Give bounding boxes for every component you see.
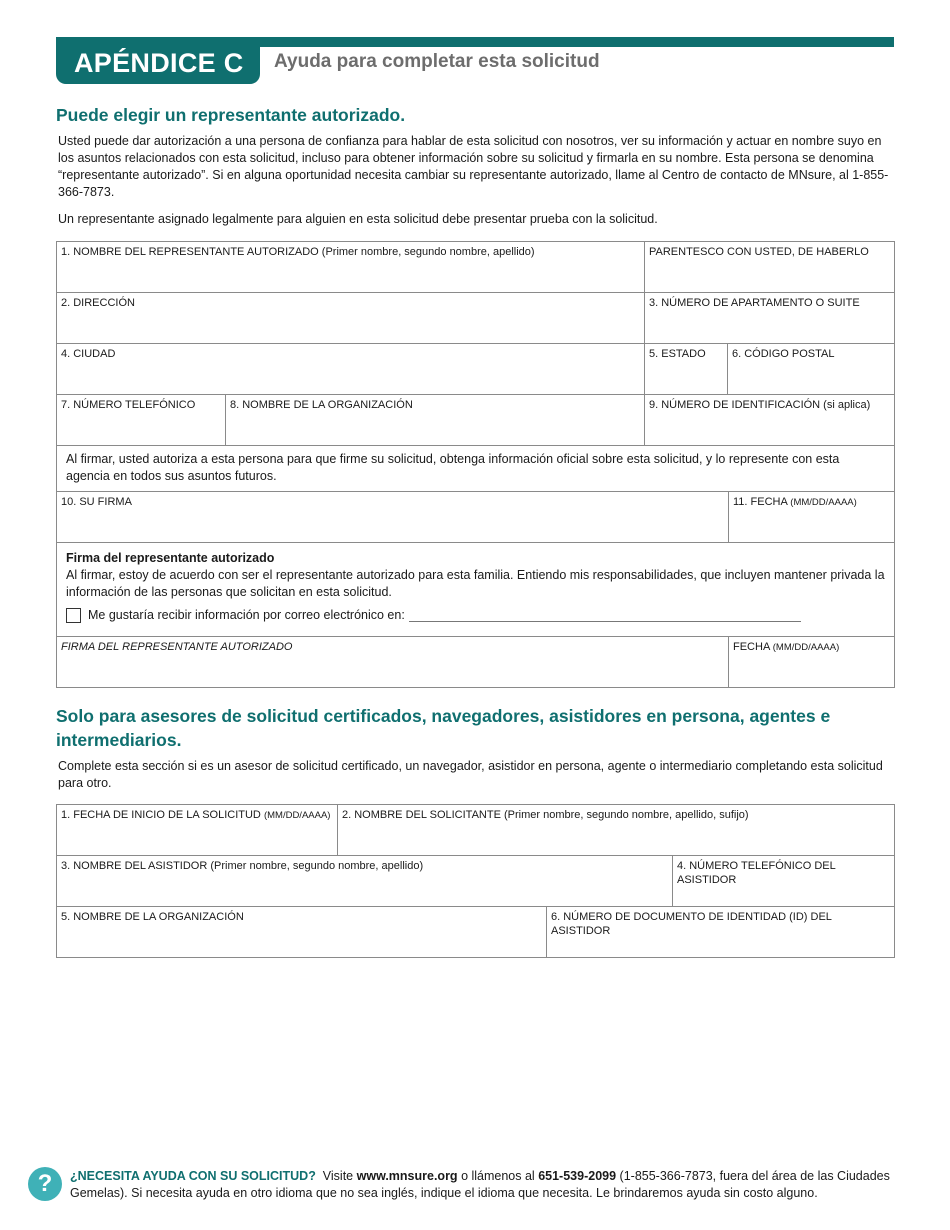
start-date-label: 1. FECHA DE INICIO DE LA SOLICITUD — [61, 809, 261, 821]
authorized-rep-form — [56, 241, 895, 688]
city-label: 4. CIUDAD — [61, 348, 116, 360]
start-date-field[interactable] — [57, 805, 337, 855]
phone-label: 7. NÚMERO TELEFÓNICO — [61, 399, 196, 411]
help-website-link[interactable]: www.mnsure.org — [356, 1169, 458, 1183]
help-call: o llámenos al — [461, 1169, 535, 1183]
phone-field[interactable] — [57, 395, 225, 445]
assister-name-label: 3. NOMBRE DEL ASISTIDOR (Primer nombre, segundo nombre, apellido) — [61, 860, 424, 872]
email-checkbox[interactable] — [66, 608, 81, 623]
section1-note: Un representante asignado legalmente para alguien en esta solicitud debe presentar prueba con la solicitud. — [58, 212, 658, 226]
email-checkbox-label: Me gustaría recibir información por correo electrónico en: — [88, 608, 405, 622]
rep-name-field[interactable] — [57, 242, 644, 292]
date-format: (MM/DD/AAAA) — [790, 497, 857, 508]
rep-name-label: 1. NOMBRE DEL REPRESENTANTE AUTORIZADO (Primer nombre, segundo nombre, apellido) — [61, 246, 535, 258]
org-name-label-2: 5. NOMBRE DE LA ORGANIZACIÓN — [61, 911, 244, 923]
section2-heading: Solo para asesores de solicitud certificados, navegadores, asistidores en persona, agentes e intermediarios. — [56, 706, 831, 750]
assister-name-field[interactable] — [57, 856, 672, 906]
org-name-label: 8. NOMBRE DE LA ORGANIZACIÓN — [230, 399, 413, 411]
applicant-name-label: 2. NOMBRE DEL SOLICITANTE (Primer nombre, segundo nombre, apellido, sufijo) — [342, 809, 749, 821]
assister-phone-field[interactable] — [672, 856, 894, 906]
email-option — [66, 607, 885, 624]
help-text — [70, 1168, 920, 1202]
date-label: 11. FECHA — [733, 496, 788, 508]
assister-id-label: 6. NÚMERO DE DOCUMENTO DE IDENTIDAD (ID) DEL ASISTIDOR — [551, 911, 832, 937]
state-field[interactable] — [644, 344, 727, 394]
org-name-field-2[interactable] — [57, 907, 546, 957]
city-field[interactable] — [57, 344, 644, 394]
id-number-field[interactable] — [644, 395, 894, 445]
applicant-name-field[interactable] — [337, 805, 894, 855]
help-question: ¿NECESITA AYUDA CON SU SOLICITUD? — [70, 1169, 316, 1183]
rep-signature-label: FIRMA DEL REPRESENTANTE AUTORIZADO — [61, 641, 293, 653]
help-visit: Visite — [322, 1169, 354, 1183]
apt-label: 3. NÚMERO DE APARTAMENTO O SUITE — [649, 297, 860, 309]
rep-sig-text: Al firmar, estoy de acuerdo con ser el representante autorizado para esta familia. Entiendo mis responsabilidades, que incluyen mantener privada la información de las personas que solicitan en esta solicitud. — [66, 568, 885, 599]
zip-field[interactable] — [727, 344, 894, 394]
rep-date-format: (MM/DD/AAAA) — [772, 642, 840, 653]
zip-label: 6. CÓDIGO POSTAL — [732, 348, 835, 360]
help-rest: (1-855-366-7873, fuera del área de las Ciudades Gemelas). Si necesita ayuda en otro idioma que no sea inglés, indique el idioma que necesita. Le brindaremos ayuda sin costo alguno. — [70, 1169, 890, 1200]
address-label: 2. DIRECCIÓN — [61, 297, 135, 309]
rep-signature-block — [57, 543, 894, 636]
relationship-field[interactable] — [644, 242, 894, 292]
help-phone[interactable]: 651-539-2099 — [538, 1169, 617, 1183]
your-signature-field[interactable] — [57, 492, 728, 542]
start-date-format: (MM/DD/AAAA) — [263, 810, 331, 821]
rep-date-label: FECHA — [733, 641, 770, 653]
address-field[interactable] — [57, 293, 644, 343]
id-number-label: 9. NÚMERO DE IDENTIFICACIÓN (si aplica) — [649, 399, 871, 411]
apt-field[interactable] — [644, 293, 894, 343]
date-field[interactable] — [728, 492, 894, 542]
sign-notice: Al firmar, usted autoriza a esta persona para que firme su solicitud, obtenga información oficial sobre esta solicitud, y lo represente con esta agencia en todos sus asuntos futuros. — [66, 452, 840, 483]
relationship-label: PARENTESCO CON USTED, DE HABERLO — [649, 246, 869, 258]
appendix-tab: APÉNDICE C — [56, 44, 260, 84]
section2-intro: Complete esta sección si es un asesor de solicitud certificado, un navegador, asistidor en persona, agente o intermediario completando esta solicitud para otro. — [58, 759, 883, 790]
section1-intro: Usted puede dar autorización a una persona de confianza para hablar de esta solicitud con nosotros, ver su información y actuar en nombre suyo en los asuntos relacionados con esta solicitud, incluso para obtener información sobre su solicitud y firmarla en su nombre. Esta persona se denomina “representante autorizado”. Si en alguna oportunidad necesita cambiar su representante autorizado, llame al Centro de contacto de MNsure, al 1-855-366-7873. — [58, 134, 889, 199]
state-label: 5. ESTADO — [649, 348, 706, 360]
email-input-line[interactable] — [409, 610, 801, 622]
question-icon: ? — [28, 1167, 62, 1201]
rep-sig-title: Firma del representante autorizado — [66, 551, 275, 565]
org-name-field[interactable] — [225, 395, 644, 445]
assister-phone-label: 4. NÚMERO TELEFÓNICO DEL ASISTIDOR — [677, 860, 836, 886]
page-subtitle: Ayuda para completar esta solicitud — [274, 51, 600, 72]
assister-id-field[interactable] — [546, 907, 894, 957]
rep-date-field[interactable] — [728, 637, 894, 687]
assister-form — [56, 804, 895, 958]
rep-signature-field[interactable] — [57, 637, 728, 687]
section1-heading: Puede elegir un representante autorizado. — [56, 105, 406, 125]
your-signature-label: 10. SU FIRMA — [61, 496, 132, 508]
